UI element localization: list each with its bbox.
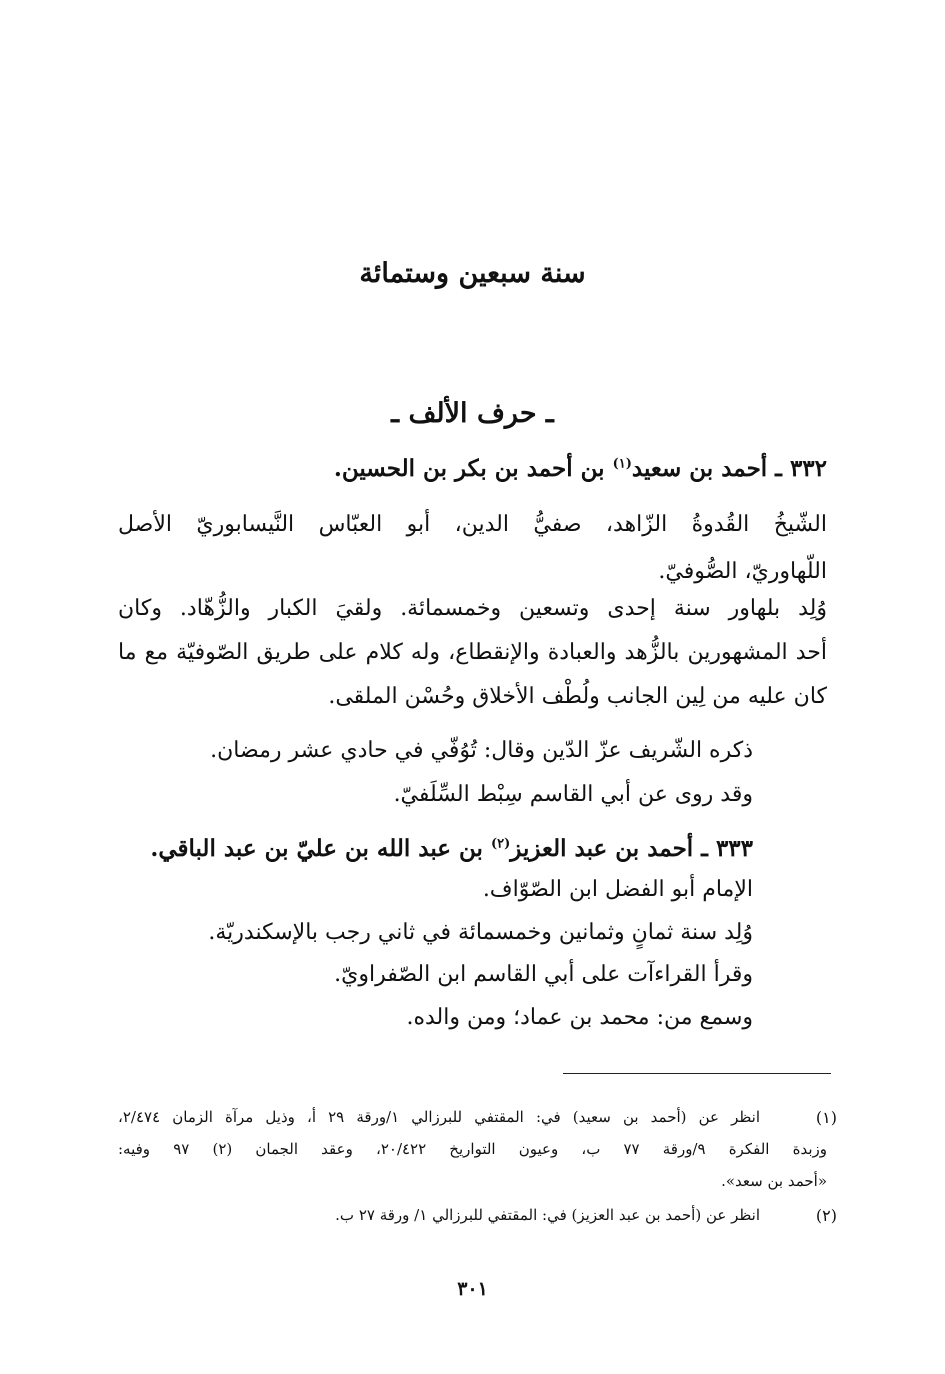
entry-heading-rest: بن عبد الله بن عليّ بن عبد الباقي.: [150, 835, 491, 862]
footnote-ref: (١): [612, 456, 632, 472]
entry-heading-main: ٣٣٢ ـ أحمد بن سعيد: [631, 455, 827, 482]
body-line: وقرأ القراءآت على أبي القاسم ابن الصّفراويّ.: [334, 962, 753, 987]
body-line: كان عليه من لِين الجانب ولُطْف الأخلاق وحُسْن الملقى.: [328, 684, 827, 709]
footnote-line: وزبدة الفكرة ٩/ورقة ٧٧ ب، وعيون التواريخ ٢٠/٤٢٢، وعقد الجمان (٢) ٩٧ وفيه:: [118, 1140, 827, 1158]
footnote-ref: (٢): [490, 836, 511, 852]
entry-heading-main: ٣٣٣ ـ أحمد بن عبد العزيز: [510, 835, 753, 862]
page-number: ٣٠١: [457, 1278, 488, 1300]
body-line: الشّيخُ القُدوةُ الزّاهد، صفيُّ الدين، أبو العبّاس النَّيسابوريّ الأصل: [118, 512, 827, 537]
entry-heading-332: [334, 455, 827, 482]
footnote-number: (١): [815, 1108, 837, 1127]
entry-heading-rest: بن أحمد بن بكر بن الحسين.: [333, 455, 613, 482]
entry-heading-333: [150, 835, 753, 862]
year-title: سنة سبعين وستمائة: [359, 258, 586, 289]
body-line: وُلِد سنة ثمانٍ وثمانين وخمسمائة في ثاني رجب بالإسكندريّة.: [208, 920, 753, 945]
footnote-line: انظر عن (أحمد بن عبد العزيز) في: المقتفي للبرزالي ١/ ورقة ٢٧ ب.: [335, 1206, 760, 1224]
section-title: ـ حرف الألف ـ: [391, 398, 554, 429]
body-line: وقد روى عن أبي القاسم سِبْط السِّلَفيّ.: [393, 782, 753, 807]
body-line: اللّهاوريّ، الصُّوفيّ.: [658, 559, 827, 584]
footnote-line: انظر عن (أحمد بن سعيد) في: المقتفي للبرزالي ١/ورقة ٢٩ أ، وذيل مرآة الزمان ٢/٤٧٤،: [118, 1108, 761, 1126]
footnote-separator: [563, 1073, 831, 1074]
footnote-line: «أحمد بن سعد».: [721, 1172, 827, 1190]
body-line: ذكره الشّريف عزّ الدّين وقال: تُوُفّي في حادي عشر رمضان.: [210, 738, 753, 763]
body-line: الإمام أبو الفضل ابن الصّوّاف.: [482, 877, 753, 902]
body-line: وُلِد بلهاور سنة إحدى وتسعين وخمسمائة. ولقيَ الكبار والزُّهّاد. وكان: [118, 596, 827, 621]
body-line: أحد المشهورين بالزُّهد والعبادة والإنقطاع، وله كلام على طريق الصّوفيّة مع ما: [118, 640, 827, 665]
footnote-number: (٢): [815, 1206, 837, 1225]
body-line: وسمع من: محمد بن عماد؛ ومن والده.: [406, 1005, 753, 1030]
